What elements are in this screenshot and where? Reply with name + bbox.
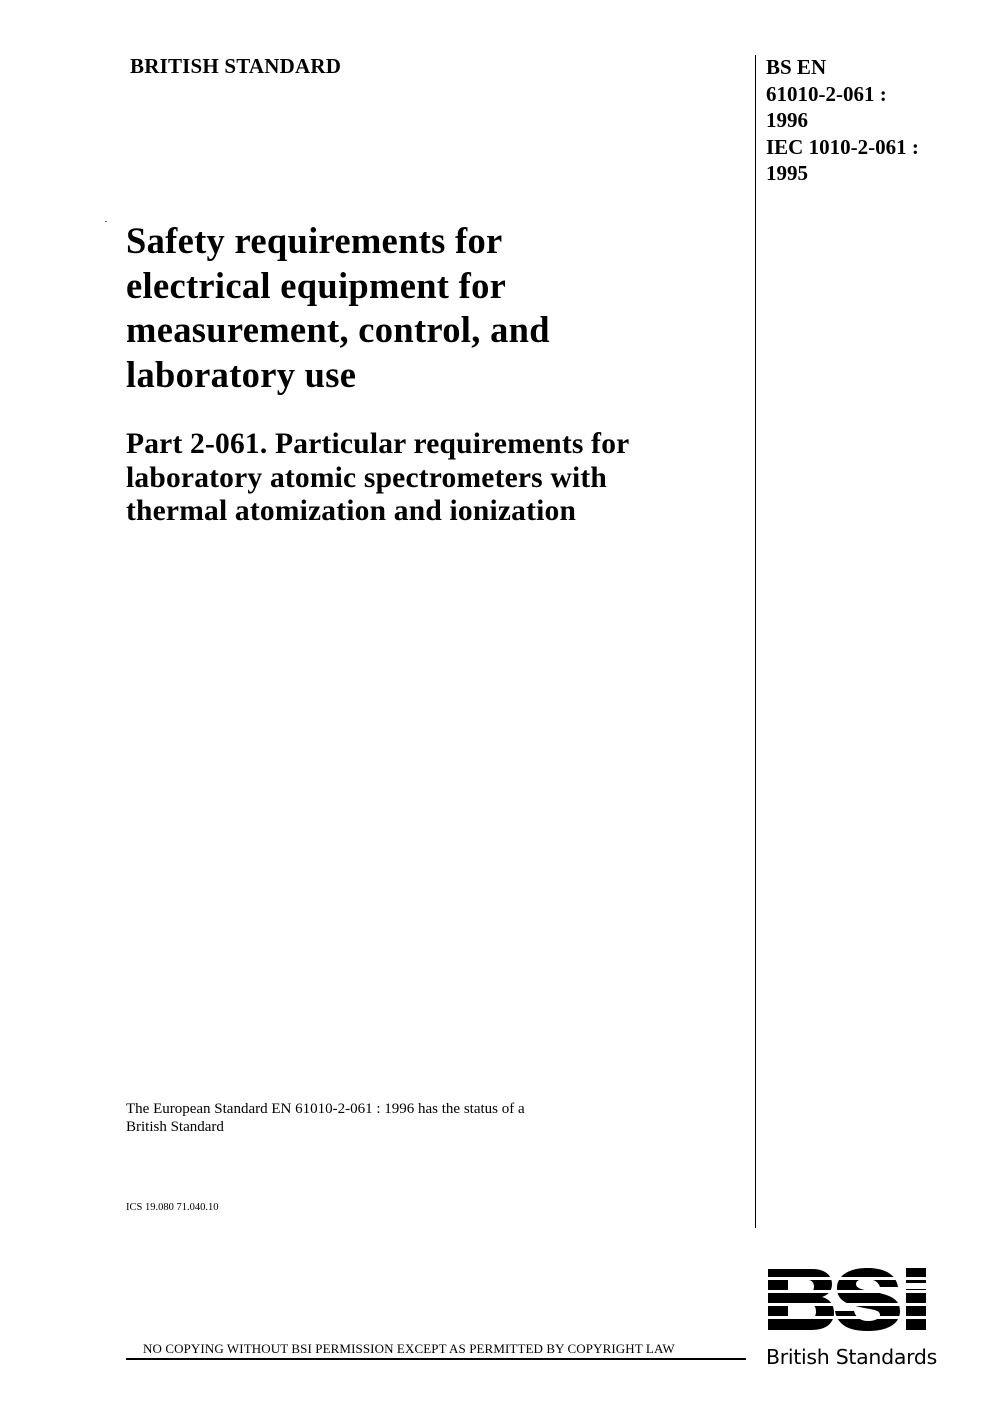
subtitle-line: laboratory atomic spectrometers with (126, 461, 607, 494)
title-line: laboratory use (126, 353, 357, 395)
bsi-logo-icon (766, 1265, 944, 1333)
title-line: electrical equipment for (126, 264, 507, 306)
reference-line: IEC 1010-2-061 : (766, 134, 919, 159)
footer-rule (126, 1358, 746, 1360)
subtitle-line: Part 2-061. Particular requirements for (126, 428, 630, 460)
document-title (126, 219, 746, 397)
margin-mark (105, 221, 107, 222)
status-statement (126, 1100, 525, 1136)
bsi-caption: British Standards (766, 1345, 937, 1369)
standard-reference-number (766, 54, 919, 187)
reference-line: 61010-2-061 : (766, 81, 887, 106)
subtitle-line: thermal atomization and ionization (126, 495, 577, 527)
ics-code: ICS 19.080 71.040.10 (126, 1202, 219, 1213)
vertical-divider (755, 55, 756, 1228)
title-line: Safety requirements for (126, 220, 503, 261)
document-category-label: BRITISH STANDARD (130, 54, 342, 78)
reference-line: BS EN (766, 55, 827, 79)
reference-line: 1996 (766, 108, 808, 132)
reference-line: 1995 (766, 161, 808, 185)
title-line: measurement, control, and (126, 309, 550, 350)
part-subtitle (126, 428, 746, 529)
copyright-notice: NO COPYING WITHOUT BSI PERMISSION EXCEPT AS PERMITTED BY COPYRIGHT LAW (143, 1341, 675, 1356)
status-line: British Standard (126, 1119, 224, 1135)
status-line: The European Standard EN 61010-2-061 : 1996 has the status of a (126, 1101, 525, 1117)
